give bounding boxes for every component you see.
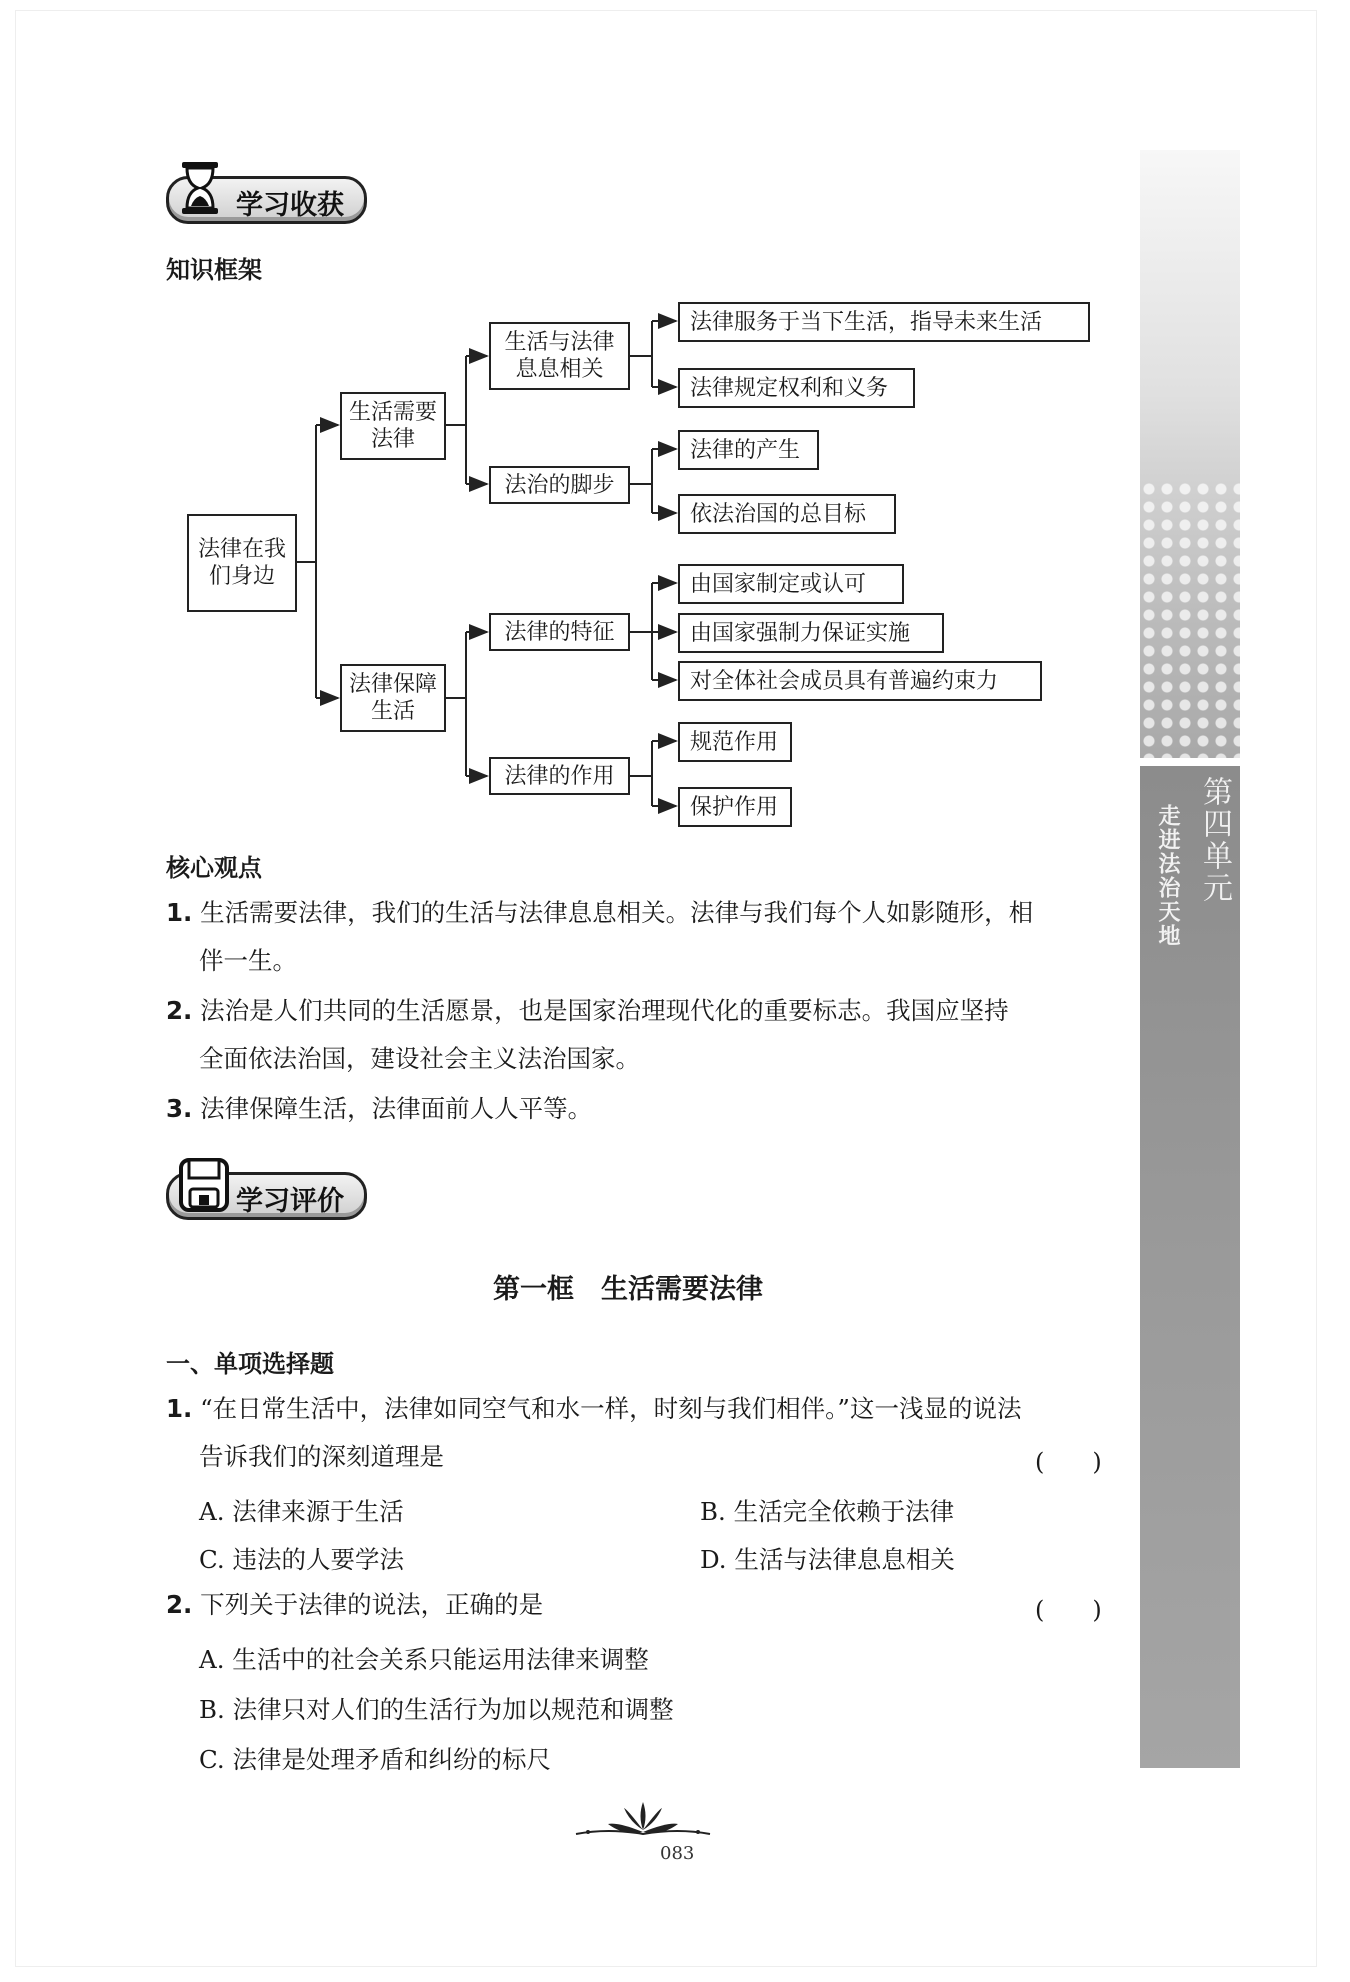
- child-node-law-features: 法律的特征: [489, 613, 630, 651]
- question-2: [166, 1581, 1126, 1629]
- question-stem: “在日常生活中，法律如同空气和水一样，时刻与我们相伴。”这一浅显的说法: [200, 1394, 1022, 1423]
- leaf-node: 保护作用: [678, 787, 792, 827]
- point-text-continued: 伴一生。: [199, 946, 297, 975]
- option-d: D. 生活与法律息息相关: [700, 1545, 955, 1574]
- unit-side-tab: [1140, 766, 1240, 1768]
- floppy-disk-icon: [178, 1157, 230, 1217]
- question-number: 2.: [166, 1590, 193, 1619]
- leaf-node: 由国家强制力保证实施: [678, 613, 944, 653]
- question-number: 1.: [166, 1394, 193, 1423]
- leaf-node: 依法治国的总目标: [678, 494, 896, 534]
- branch-node-law-protects-life: 法律保障生活: [340, 664, 446, 732]
- point-number: 2.: [166, 996, 193, 1025]
- option-b: B. 法律只对人们的生活行为加以规范和调整: [199, 1695, 674, 1724]
- option-c: C. 法律是处理矛盾和纠纷的标尺: [199, 1745, 551, 1774]
- option-c: C. 违法的人要学法: [199, 1545, 404, 1574]
- option-a: A. 生活中的社会关系只能运用法律来调整: [199, 1645, 649, 1674]
- child-node-rule-of-law-steps: 法治的脚步: [489, 466, 630, 504]
- point-text: 生活需要法律，我们的生活与法律息息相关。法律与我们每个人如影随形，相: [200, 898, 1034, 927]
- question-stem-continued: 告诉我们的深刻道理是: [199, 1442, 444, 1471]
- page-number: 083: [660, 1843, 695, 1864]
- core-point-1: [166, 889, 1126, 985]
- framework-heading: 知识框架: [166, 256, 262, 284]
- answer-blank[interactable]: ( ): [1035, 1596, 1102, 1624]
- leaf-node: 法律的产生: [678, 430, 819, 470]
- leaf-node: 法律服务于当下生活，指导未来生活: [678, 302, 1090, 342]
- point-number: 3.: [166, 1094, 193, 1123]
- leaf-node: 由国家制定或认可: [678, 564, 904, 604]
- leaf-node: 法律规定权利和义务: [678, 368, 915, 408]
- dot-pattern: [1140, 480, 1240, 758]
- unit-number: 第四单元: [1197, 776, 1232, 904]
- child-node-law-functions: 法律的作用: [489, 757, 630, 795]
- question-type-heading: 一、单项选择题: [166, 1350, 334, 1378]
- question-stem: 下列关于法律的说法，正确的是: [200, 1590, 544, 1619]
- question-1: [166, 1385, 1126, 1481]
- option-a: A. 法律来源于生活: [199, 1497, 404, 1526]
- answer-blank[interactable]: ( ): [1035, 1448, 1102, 1476]
- evaluation-section-title: 学习评价: [236, 1186, 344, 1217]
- point-text: 法治是人们共同的生活愿景，也是国家治理现代化的重要标志。我国应坚持: [200, 996, 1009, 1025]
- option-b: B. 生活完全依赖于法律: [700, 1497, 955, 1526]
- core-points-heading: 核心观点: [166, 854, 262, 882]
- unit-name: 走进法治天地: [1155, 804, 1180, 948]
- leaf-ornament-icon: [568, 1798, 718, 1844]
- core-point-3: [166, 1085, 1126, 1133]
- point-text-continued: 全面依法治国，建设社会主义法治国家。: [199, 1044, 640, 1073]
- point-text: 法律保障生活，法律面前人人平等。: [200, 1094, 593, 1123]
- hourglass-icon: [178, 160, 222, 220]
- root-node: 法律在我们身边: [187, 514, 297, 612]
- branch-node-life-needs-law: 生活需要法律: [340, 392, 446, 460]
- point-number: 1.: [166, 898, 193, 927]
- leaf-node: 规范作用: [678, 722, 792, 762]
- side-tab-decoration: [1140, 150, 1240, 758]
- lesson-title: 第一框 生活需要法律: [493, 1274, 763, 1305]
- child-node-life-and-law: 生活与法律息息相关: [489, 322, 630, 390]
- core-point-2: [166, 987, 1126, 1083]
- leaf-node: 对全体社会成员具有普遍约束力: [678, 661, 1042, 701]
- harvest-section-title: 学习收获: [236, 190, 344, 221]
